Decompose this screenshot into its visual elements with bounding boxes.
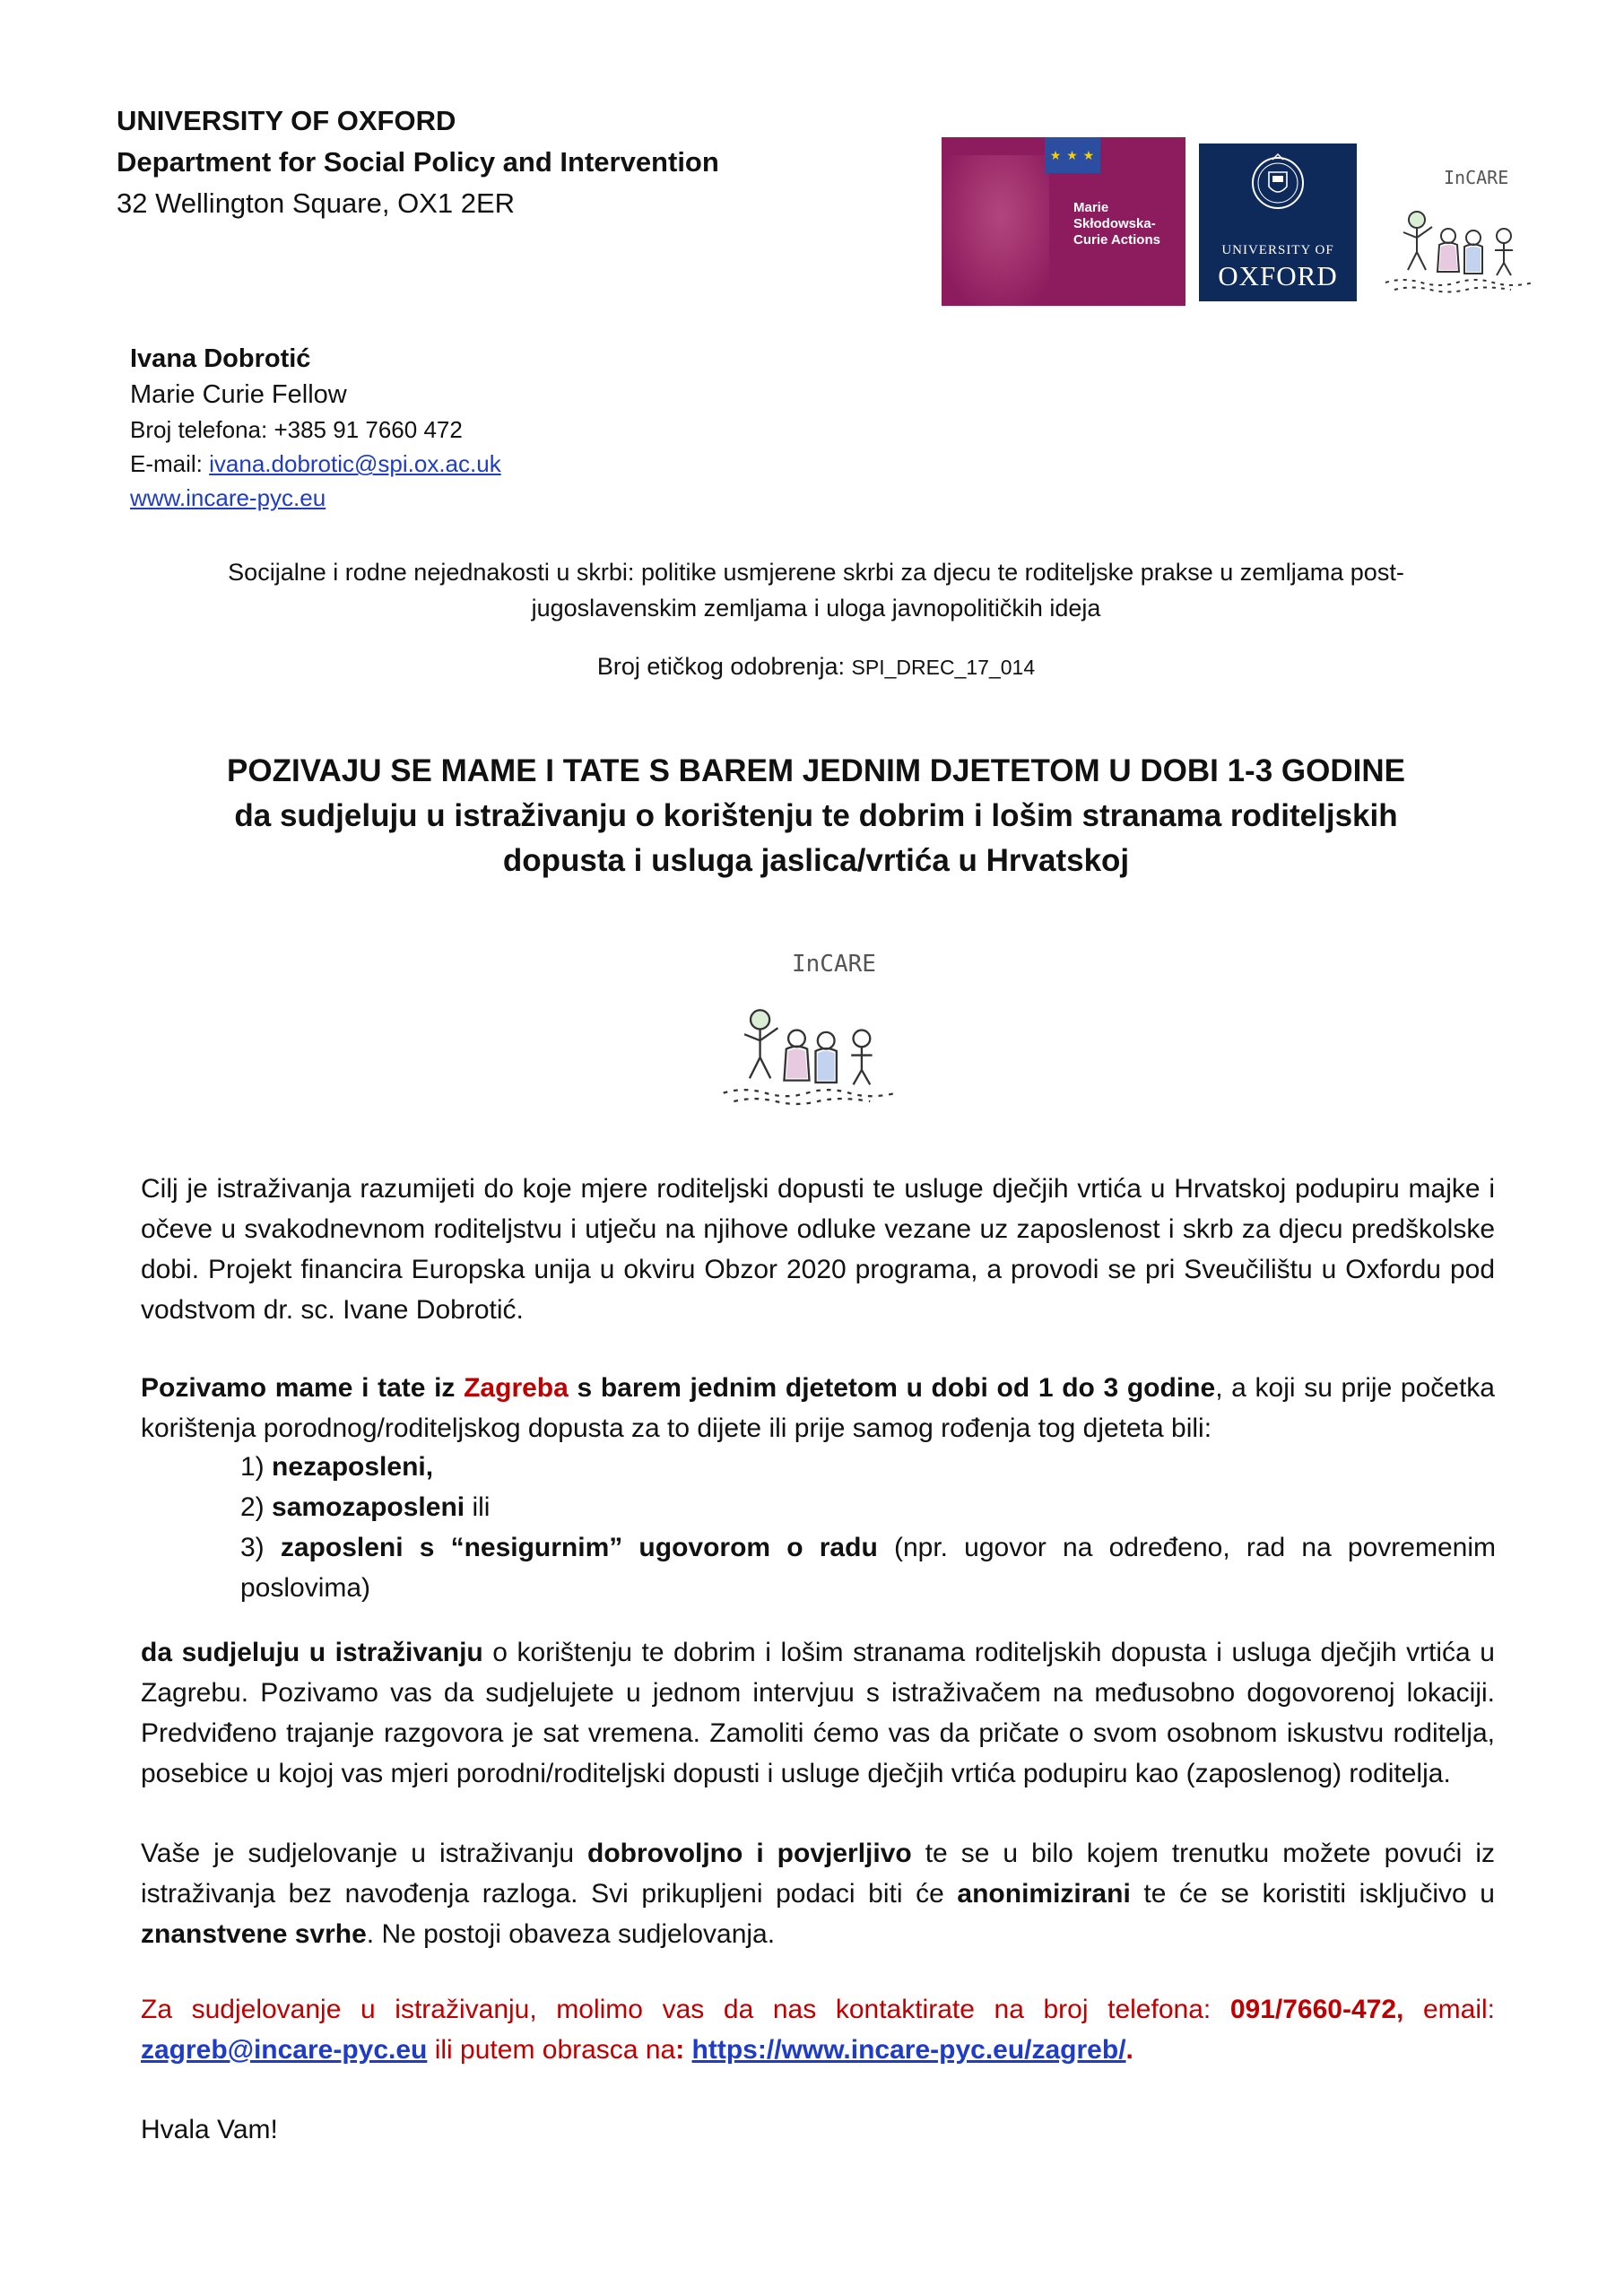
oxford-logo-line1: UNIVERSITY OF [1221, 243, 1334, 257]
incare-logo-large [713, 951, 912, 1112]
zagreb-form-link[interactable]: https://www.incare-pyc.eu/zagreb/ [691, 2035, 1126, 2065]
list-item: 2) samozaposleni ili [240, 1492, 491, 1522]
incare-logo-small [1376, 160, 1547, 294]
ethics-code: SPI_DREC_17_014 [851, 656, 1036, 679]
zagreb-email-link[interactable]: zagreb@incare-pyc.eu [141, 2035, 428, 2065]
project-title: Socijalne i rodne nejednakosti u skrbi: politike usmjerene skrbi za djecu te roditeljske prakse u zemljama post- jugoslavenskim zemljama i uloga javnopolitičkih ideja [228, 559, 1404, 622]
incare-logo-word: InCARE [792, 951, 876, 978]
oxford-logo-line2: OXFORD [1218, 260, 1338, 291]
contact-phone: +385 91 7660 472 [274, 416, 463, 443]
intro-paragraph: Cilj je istraživanja razumijeti do koje mjere roditeljski dopusti te usluge dječjih vrtića u Hrvatskoj podupiru majke i očeve u svakodnevnom roditeljstvu i utječu na njihove odluke vezane uz zaposlenost i skrb za djecu predškolske dobi. Projekt financira Europska unija u okviru Obzor 2020 programa, a provodi se pri Sveučilištu u Oxfordu pod vodstvom dr. sc. Ivane Dobrotić. [141, 1174, 1495, 1325]
contact-email-line: E-mail: ivana.dobrotic@spi.ox.ac.uk [130, 450, 501, 477]
oxford-crest-icon [1251, 152, 1305, 222]
family-figures-icon [713, 991, 912, 1112]
list-item: 1) nezaposleni, [240, 1452, 434, 1482]
contact-phone-line: Broj telefona: +385 91 7660 472 [130, 416, 463, 443]
headline: POZIVAJU SE MAME I TATE S BAREM JEDNIM DJETETOM U DOBI 1-3 GODINE da sudjeluju u istraživanju o korištenju te dobrim i lošim stranama roditeljskih dopusta i usluga jaslica/vrtića u Hrvatskoj [227, 753, 1405, 878]
contact-website-line [130, 481, 501, 515]
contact-block [130, 341, 501, 515]
contact-role: Marie Curie Fellow [130, 380, 347, 409]
list-item: 3) zaposleni s “nesigurnim” ugovorom o radu (npr. ugovor na određeno, rad na povremenim poslovima) [240, 1533, 1496, 1603]
voluntary-participation-paragraph: Vaše je sudjelovanje u istraživanju dobrovoljno i povjerljivo te se u bilo kojem trenutku možete povući iz istraživanja bez navođenja razloga. Svi prikupljeni podaci biti će anonimizirani te će se koristiti isključivo u znanstvene svrhe. Ne postoji obaveza sudjelovanja. [141, 1839, 1495, 1949]
contact-name: Ivana Dobrotić [130, 344, 311, 373]
city-highlight: Zagreba [464, 1373, 569, 1403]
invitation-paragraph: Pozivamo mame i tate iz Zagreba s barem jednim djetetom u dobi od 1 do 3 godine, a koji su prije početka korištenja porodnog/roditeljskog dopusta za to dijete ili prije samog rođenja tog djeteta bili: [141, 1373, 1495, 1443]
oxford-logo [1199, 144, 1357, 301]
contact-call-paragraph: Za sudjelovanje u istraživanju, molimo vas da nas kontaktirate na broj telefona: 091/7660-472, email: zagreb@incare-pyc.eu ili putem obrasca na: https://www.incare-pyc.eu/zagreb/. [141, 1995, 1495, 2065]
contact-phone-number: 091/7660-472, [1229, 1995, 1404, 2024]
incare-logo-word: InCARE [1444, 167, 1509, 188]
ethics-approval: Broj etičkog odobrenja: SPI_DREC_17_014 [596, 653, 1036, 680]
msca-logo-text: Marie Skłodowska- Curie Actions [1073, 200, 1160, 248]
study-description-paragraph: da sudjeluju u istraživanju o korištenju te dobrim i lošim stranama roditeljskih dopusta i usluga dječjih vrtića u Zagrebu. Pozivamo vas da sudjelujete u jednom intervjuu s istraživačem na međusobno dogovorenoj lokaciji. Predviđeno trajanje razgovora je sat vremena. Zamoliti ćemo vas da pričate o svom osobnom iskustvu roditelja, posebice u kojoj vas mjeri porodni/roditeljski dopusti i usluge dječjih vrtića podupiru kao (zaposlenog) roditelja. [141, 1638, 1495, 1788]
closing-text: Hvala Vam! [141, 2115, 278, 2144]
family-figures-icon [1376, 200, 1547, 294]
contact-email-link[interactable]: ivana.dobrotic@spi.ox.ac.uk [209, 450, 501, 477]
university-name: UNIVERSITY OF OXFORD [117, 105, 456, 136]
eligibility-list [240, 1447, 1496, 1608]
portrait-graphic [942, 155, 1049, 306]
msca-logo [942, 137, 1185, 306]
eu-flag-icon: ★ ★ ★ [1045, 137, 1100, 173]
letterhead [117, 100, 719, 224]
address: 32 Wellington Square, OX1 2ER [117, 187, 516, 219]
website-link[interactable]: www.incare-pyc.eu [130, 484, 326, 511]
department-name: Department for Social Policy and Intervention [117, 146, 719, 178]
